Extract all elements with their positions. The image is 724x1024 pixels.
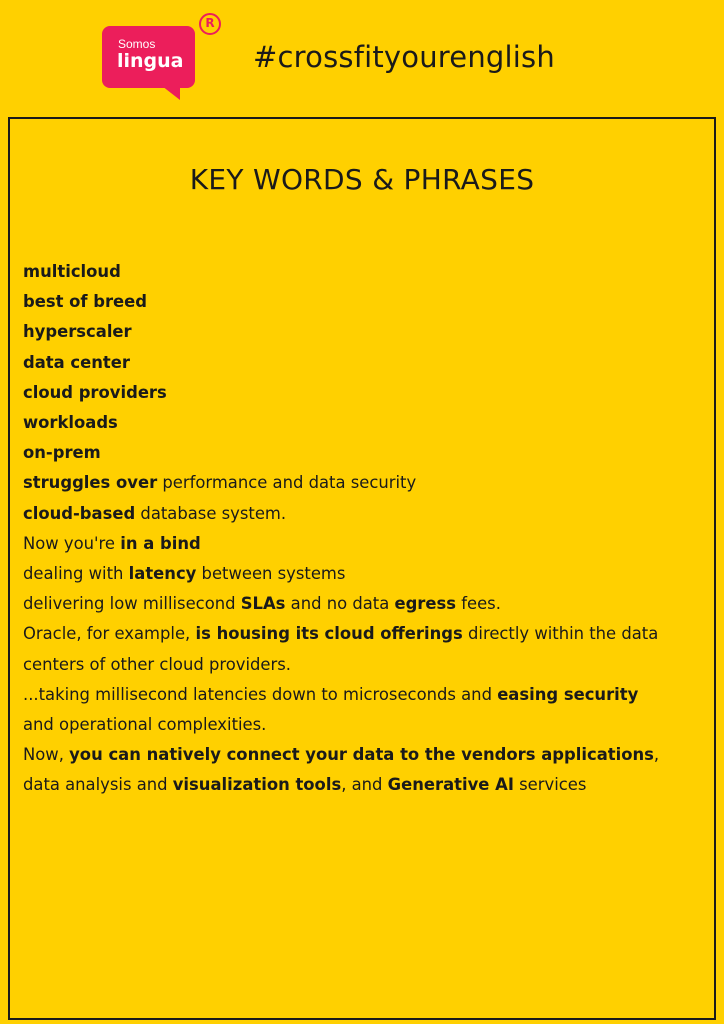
key-phrase-item: and operational complexities.: [23, 715, 267, 735]
key-phrase-item: on-prem: [23, 443, 101, 463]
key-phrase-list: [23, 257, 713, 801]
key-phrase-item: cloud-based database system.: [23, 503, 287, 523]
key-phrase-item: data center: [23, 352, 130, 372]
content-frame: [8, 117, 716, 1020]
key-phrase-item: centers of other cloud providers.: [23, 654, 292, 674]
key-phrase-item: workloads: [23, 413, 118, 433]
key-phrase-item: Now you're in a bind: [23, 533, 201, 553]
key-phrase-item: Now, you can natively connect your data to the vendors applications,: [23, 745, 660, 765]
key-phrase-item: delivering low millisecond SLAs and no data egress fees.: [23, 594, 501, 614]
key-phrase-item: struggles over performance and data security: [23, 473, 417, 493]
page-heading: KEY WORDS & PHRASES: [189, 163, 535, 196]
registered-mark-icon: R: [199, 13, 221, 35]
somos-lingua-logo: [102, 26, 195, 88]
key-phrase-item: best of breed: [23, 292, 148, 312]
key-phrase-item: ...taking millisecond latencies down to microseconds and easing security: [23, 684, 639, 704]
logo-big-text: lingua: [117, 50, 184, 72]
key-phrase-item: cloud providers: [23, 382, 167, 402]
key-phrase-item: multicloud: [23, 262, 121, 281]
hashtag-title: #crossfityourenglish: [253, 40, 555, 74]
logo-speech-bubble-tail: [162, 86, 180, 100]
key-phrase-item: hyperscaler: [23, 322, 132, 342]
key-phrase-item: Oracle, for example, is housing its cloud offerings directly within the data: [23, 624, 659, 644]
key-phrase-item: dealing with latency between systems: [23, 564, 346, 584]
logo-small-text: Somos: [118, 37, 156, 51]
key-phrase-item: data analysis and visualization tools, and Generative AI services: [23, 775, 587, 795]
